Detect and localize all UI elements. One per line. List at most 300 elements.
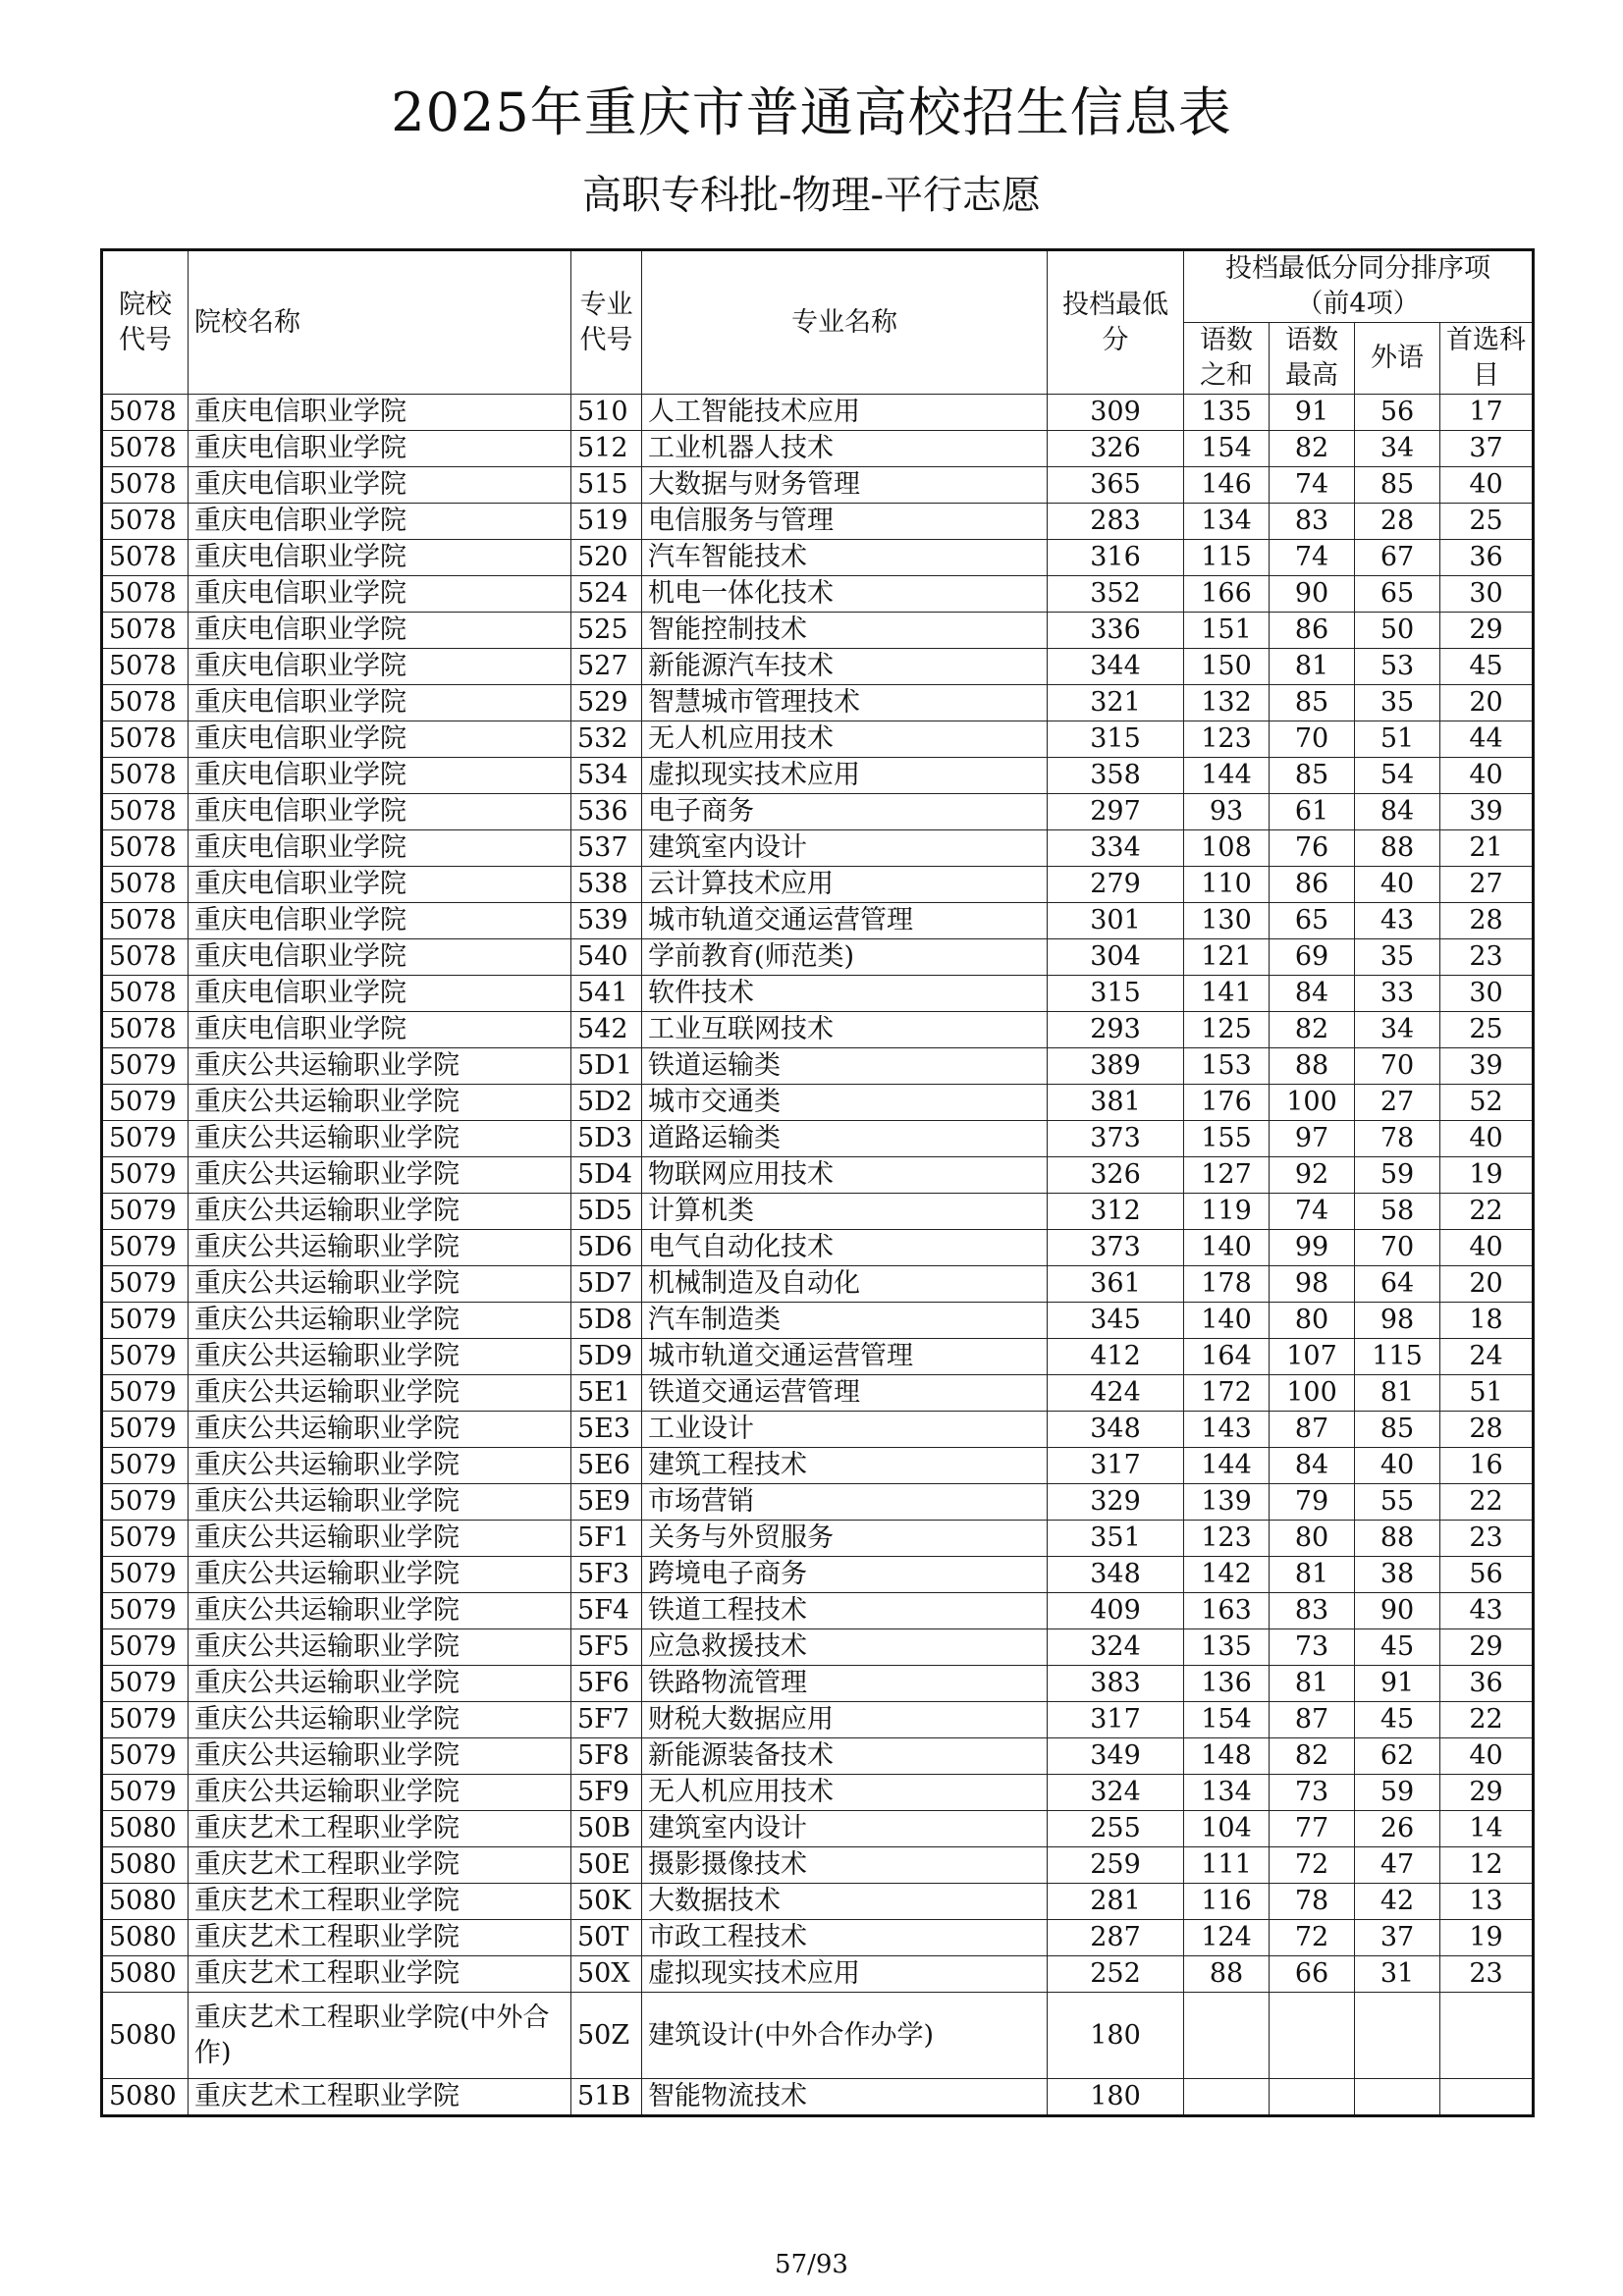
cell-foreign: 90 [1355, 1593, 1440, 1629]
cell-foreign: 35 [1355, 685, 1440, 721]
cell-school-code: 5078 [102, 794, 189, 830]
cell-school-code: 5079 [102, 1339, 189, 1375]
cell-school-code: 5079 [102, 1521, 189, 1557]
cell-major-code: 5D2 [571, 1085, 642, 1121]
cell-yushu-sum: 148 [1184, 1738, 1270, 1775]
cell-school-name: 重庆电信职业学院 [189, 758, 571, 794]
cell-major-code: 527 [571, 649, 642, 685]
cell-first-subject: 40 [1440, 1121, 1534, 1157]
cell-yushu-max: 70 [1270, 721, 1355, 758]
cell-school-code: 5078 [102, 613, 189, 649]
cell-yushu-max: 83 [1270, 504, 1355, 540]
cell-yushu-sum: 125 [1184, 1012, 1270, 1048]
cell-major-name: 智慧城市管理技术 [642, 685, 1048, 721]
cell-yushu-max: 97 [1270, 1121, 1355, 1157]
cell-first-subject: 25 [1440, 504, 1534, 540]
page-subtitle: 高职专科批-物理-平行志愿 [581, 173, 1042, 218]
cell-school-name: 重庆电信职业学院 [189, 685, 571, 721]
cell-school-name: 重庆公共运输职业学院 [189, 1775, 571, 1811]
cell-first-subject: 44 [1440, 721, 1534, 758]
cell-school-code: 5079 [102, 1629, 189, 1666]
cell-yushu-max: 100 [1270, 1085, 1355, 1121]
cell-foreign: 62 [1355, 1738, 1440, 1775]
table-row [102, 2079, 1534, 2116]
header-school-code: 院校代号 [102, 250, 189, 395]
cell-foreign: 50 [1355, 613, 1440, 649]
cell-major-name: 虚拟现实技术应用 [642, 758, 1048, 794]
cell-school-code: 5078 [102, 867, 189, 903]
cell-major-name: 计算机类 [642, 1194, 1048, 1230]
cell-major-code: 532 [571, 721, 642, 758]
cell-major-name: 建筑室内设计 [642, 1811, 1048, 1847]
cell-min-score: 297 [1048, 794, 1184, 830]
cell-major-code: 5D3 [571, 1121, 642, 1157]
cell-yushu-max: 73 [1270, 1775, 1355, 1811]
cell-school-name: 重庆电信职业学院 [189, 976, 571, 1012]
cell-yushu-max: 92 [1270, 1157, 1355, 1194]
cell-yushu-sum: 140 [1184, 1303, 1270, 1339]
cell-foreign: 31 [1355, 1956, 1440, 1993]
cell-major-code: 5F5 [571, 1629, 642, 1666]
cell-min-score: 349 [1048, 1738, 1184, 1775]
table-row [102, 685, 1534, 721]
cell-major-name: 人工智能技术应用 [642, 395, 1048, 431]
cell-min-score: 412 [1048, 1339, 1184, 1375]
cell-yushu-sum: 121 [1184, 939, 1270, 976]
cell-first-subject: 43 [1440, 1593, 1534, 1629]
cell-yushu-sum: 93 [1184, 794, 1270, 830]
cell-min-score: 373 [1048, 1230, 1184, 1266]
cell-school-code: 5079 [102, 1085, 189, 1121]
cell-yushu-sum: 154 [1184, 431, 1270, 467]
cell-min-score: 389 [1048, 1048, 1184, 1085]
cell-min-score: 315 [1048, 721, 1184, 758]
cell-school-name: 重庆电信职业学院 [189, 867, 571, 903]
cell-major-name: 工业机器人技术 [642, 431, 1048, 467]
table-row [102, 1593, 1534, 1629]
cell-yushu-max: 81 [1270, 649, 1355, 685]
cell-major-code: 5F9 [571, 1775, 642, 1811]
cell-min-score: 259 [1048, 1847, 1184, 1884]
cell-yushu-sum: 146 [1184, 467, 1270, 504]
table-row [102, 1194, 1534, 1230]
cell-min-score: 180 [1048, 2079, 1184, 2116]
cell-major-code: 540 [571, 939, 642, 976]
cell-school-name: 重庆电信职业学院 [189, 431, 571, 467]
cell-school-name: 重庆艺术工程职业学院 [189, 1847, 571, 1884]
table-row [102, 1230, 1534, 1266]
cell-school-code: 5078 [102, 649, 189, 685]
cell-major-code: 5E3 [571, 1412, 642, 1448]
cell-school-name: 重庆艺术工程职业学院 [189, 1920, 571, 1956]
cell-min-score: 345 [1048, 1303, 1184, 1339]
cell-foreign: 115 [1355, 1339, 1440, 1375]
cell-yushu-sum: 116 [1184, 1884, 1270, 1920]
cell-first-subject: 20 [1440, 1266, 1534, 1303]
cell-foreign: 81 [1355, 1375, 1440, 1412]
cell-yushu-max: 85 [1270, 685, 1355, 721]
cell-school-name: 重庆公共运输职业学院 [189, 1048, 571, 1085]
page-number: 57/93 [775, 2250, 848, 2279]
cell-yushu-max: 84 [1270, 1448, 1355, 1484]
cell-school-code: 5080 [102, 1884, 189, 1920]
table-row [102, 1993, 1534, 2079]
cell-major-name: 汽车制造类 [642, 1303, 1048, 1339]
cell-foreign: 33 [1355, 976, 1440, 1012]
cell-min-score: 252 [1048, 1956, 1184, 1993]
cell-major-name: 机械制造及自动化 [642, 1266, 1048, 1303]
cell-yushu-sum: 140 [1184, 1230, 1270, 1266]
cell-school-code: 5079 [102, 1702, 189, 1738]
cell-min-score: 344 [1048, 649, 1184, 685]
cell-yushu-max: 65 [1270, 903, 1355, 939]
cell-yushu-max: 84 [1270, 976, 1355, 1012]
table-row [102, 1738, 1534, 1775]
cell-min-score: 358 [1048, 758, 1184, 794]
cell-yushu-sum: 139 [1184, 1484, 1270, 1521]
cell-yushu-sum: 151 [1184, 613, 1270, 649]
cell-foreign: 51 [1355, 721, 1440, 758]
cell-min-score: 348 [1048, 1412, 1184, 1448]
table-row [102, 1048, 1534, 1085]
header-yushu-max: 语数最高 [1270, 323, 1355, 395]
cell-min-score: 309 [1048, 395, 1184, 431]
cell-school-name: 重庆电信职业学院 [189, 613, 571, 649]
cell-min-score: 315 [1048, 976, 1184, 1012]
cell-school-name: 重庆艺术工程职业学院 [189, 1811, 571, 1847]
cell-first-subject: 40 [1440, 467, 1534, 504]
cell-major-code: 5D6 [571, 1230, 642, 1266]
cell-yushu-sum [1184, 2079, 1270, 2116]
cell-foreign: 26 [1355, 1811, 1440, 1847]
cell-first-subject: 52 [1440, 1085, 1534, 1121]
cell-school-name: 重庆电信职业学院 [189, 395, 571, 431]
cell-foreign: 59 [1355, 1775, 1440, 1811]
cell-first-subject: 22 [1440, 1194, 1534, 1230]
cell-foreign: 78 [1355, 1121, 1440, 1157]
cell-major-code: 512 [571, 431, 642, 467]
cell-major-name: 新能源装备技术 [642, 1738, 1048, 1775]
cell-foreign: 70 [1355, 1048, 1440, 1085]
cell-foreign: 34 [1355, 431, 1440, 467]
table-row [102, 867, 1534, 903]
cell-yushu-max: 82 [1270, 1012, 1355, 1048]
cell-school-name: 重庆公共运输职业学院 [189, 1702, 571, 1738]
cell-major-name: 机电一体化技术 [642, 576, 1048, 613]
cell-yushu-sum: 119 [1184, 1194, 1270, 1230]
cell-foreign: 64 [1355, 1266, 1440, 1303]
cell-min-score: 334 [1048, 830, 1184, 867]
cell-major-code: 5F4 [571, 1593, 642, 1629]
cell-school-name: 重庆艺术工程职业学院 [189, 2079, 571, 2116]
cell-major-code: 51B [571, 2079, 642, 2116]
table-row [102, 903, 1534, 939]
cell-min-score: 255 [1048, 1811, 1184, 1847]
cell-yushu-max: 74 [1270, 1194, 1355, 1230]
table-row [102, 1303, 1534, 1339]
cell-yushu-sum: 134 [1184, 504, 1270, 540]
cell-yushu-max: 82 [1270, 1738, 1355, 1775]
table-row [102, 431, 1534, 467]
cell-school-code: 5080 [102, 1847, 189, 1884]
cell-min-score: 383 [1048, 1666, 1184, 1702]
table-row [102, 540, 1534, 576]
cell-yushu-sum: 164 [1184, 1339, 1270, 1375]
table-row [102, 1629, 1534, 1666]
cell-school-code: 5078 [102, 721, 189, 758]
table-row [102, 649, 1534, 685]
cell-min-score: 424 [1048, 1375, 1184, 1412]
cell-yushu-max: 61 [1270, 794, 1355, 830]
cell-major-name: 云计算技术应用 [642, 867, 1048, 903]
cell-school-code: 5080 [102, 1993, 189, 2079]
table-row [102, 504, 1534, 540]
cell-major-name: 工业互联网技术 [642, 1012, 1048, 1048]
cell-major-name: 无人机应用技术 [642, 1775, 1048, 1811]
cell-major-name: 汽车智能技术 [642, 540, 1048, 576]
cell-yushu-sum: 141 [1184, 976, 1270, 1012]
cell-major-name: 应急救援技术 [642, 1629, 1048, 1666]
table-body [102, 395, 1534, 2116]
cell-foreign: 59 [1355, 1157, 1440, 1194]
cell-foreign [1355, 2079, 1440, 2116]
cell-first-subject: 36 [1440, 1666, 1534, 1702]
cell-school-name: 重庆公共运输职业学院 [189, 1303, 571, 1339]
cell-min-score: 373 [1048, 1121, 1184, 1157]
table-row [102, 395, 1534, 431]
header-first-subject: 首选科目 [1440, 323, 1534, 395]
cell-foreign: 53 [1355, 649, 1440, 685]
cell-yushu-sum: 130 [1184, 903, 1270, 939]
cell-yushu-sum: 150 [1184, 649, 1270, 685]
cell-yushu-sum: 123 [1184, 721, 1270, 758]
table-row [102, 1339, 1534, 1375]
cell-school-code: 5078 [102, 976, 189, 1012]
cell-yushu-max: 81 [1270, 1666, 1355, 1702]
cell-min-score: 326 [1048, 431, 1184, 467]
cell-foreign: 38 [1355, 1557, 1440, 1593]
cell-major-code: 520 [571, 540, 642, 576]
cell-yushu-max: 87 [1270, 1702, 1355, 1738]
cell-yushu-sum: 127 [1184, 1157, 1270, 1194]
cell-major-name: 铁路物流管理 [642, 1666, 1048, 1702]
cell-school-name: 重庆公共运输职业学院 [189, 1448, 571, 1484]
cell-foreign: 45 [1355, 1702, 1440, 1738]
cell-major-code: 5D4 [571, 1157, 642, 1194]
cell-school-code: 5078 [102, 685, 189, 721]
cell-major-name: 市场营销 [642, 1484, 1048, 1521]
cell-first-subject: 19 [1440, 1920, 1534, 1956]
cell-foreign: 85 [1355, 467, 1440, 504]
cell-school-name: 重庆公共运输职业学院 [189, 1266, 571, 1303]
cell-yushu-max: 72 [1270, 1920, 1355, 1956]
cell-yushu-sum: 163 [1184, 1593, 1270, 1629]
cell-yushu-sum: 135 [1184, 1629, 1270, 1666]
cell-school-name: 重庆公共运输职业学院 [189, 1738, 571, 1775]
cell-school-code: 5079 [102, 1412, 189, 1448]
cell-school-name: 重庆公共运输职业学院 [189, 1085, 571, 1121]
cell-first-subject: 40 [1440, 758, 1534, 794]
cell-yushu-max: 80 [1270, 1303, 1355, 1339]
cell-yushu-sum [1184, 1993, 1270, 2079]
cell-yushu-max: 100 [1270, 1375, 1355, 1412]
cell-school-code: 5079 [102, 1775, 189, 1811]
cell-major-name: 智能控制技术 [642, 613, 1048, 649]
cell-yushu-sum: 132 [1184, 685, 1270, 721]
cell-major-name: 建筑工程技术 [642, 1448, 1048, 1484]
cell-yushu-sum: 154 [1184, 1702, 1270, 1738]
table-row [102, 613, 1534, 649]
cell-yushu-sum: 136 [1184, 1666, 1270, 1702]
cell-major-name: 电信服务与管理 [642, 504, 1048, 540]
cell-first-subject: 36 [1440, 540, 1534, 576]
cell-major-code: 5E1 [571, 1375, 642, 1412]
header-yushu-sum: 语数之和 [1184, 323, 1270, 395]
cell-min-score: 317 [1048, 1702, 1184, 1738]
cell-first-subject: 30 [1440, 976, 1534, 1012]
cell-school-code: 5078 [102, 467, 189, 504]
cell-foreign [1355, 1993, 1440, 2079]
cell-school-name: 重庆电信职业学院 [189, 794, 571, 830]
cell-foreign: 28 [1355, 504, 1440, 540]
cell-school-name: 重庆艺术工程职业学院 [189, 1956, 571, 1993]
cell-foreign: 56 [1355, 395, 1440, 431]
cell-major-code: 5F1 [571, 1521, 642, 1557]
cell-yushu-max: 80 [1270, 1521, 1355, 1557]
cell-school-name: 重庆公共运输职业学院 [189, 1230, 571, 1266]
cell-major-code: 541 [571, 976, 642, 1012]
cell-yushu-max: 86 [1270, 867, 1355, 903]
cell-school-code: 5079 [102, 1230, 189, 1266]
table-row [102, 1412, 1534, 1448]
cell-yushu-sum: 178 [1184, 1266, 1270, 1303]
cell-foreign: 40 [1355, 1448, 1440, 1484]
cell-foreign: 45 [1355, 1629, 1440, 1666]
table-row [102, 830, 1534, 867]
cell-first-subject: 56 [1440, 1557, 1534, 1593]
header-tie-group: 投档最低分同分排序项（前4项） [1184, 250, 1534, 323]
cell-school-code: 5078 [102, 830, 189, 867]
cell-min-score: 321 [1048, 685, 1184, 721]
header-major-name: 专业名称 [642, 250, 1048, 395]
cell-first-subject: 40 [1440, 1738, 1534, 1775]
cell-min-score: 326 [1048, 1157, 1184, 1194]
cell-major-code: 50B [571, 1811, 642, 1847]
cell-school-code: 5079 [102, 1266, 189, 1303]
cell-major-code: 5E9 [571, 1484, 642, 1521]
table-row [102, 758, 1534, 794]
cell-major-name: 城市轨道交通运营管理 [642, 903, 1048, 939]
cell-school-code: 5078 [102, 1012, 189, 1048]
cell-first-subject: 29 [1440, 1775, 1534, 1811]
admission-table [100, 248, 1535, 2117]
cell-major-code: 525 [571, 613, 642, 649]
cell-school-name: 重庆电信职业学院 [189, 649, 571, 685]
cell-major-name: 关务与外贸服务 [642, 1521, 1048, 1557]
cell-school-name: 重庆公共运输职业学院 [189, 1412, 571, 1448]
cell-first-subject: 14 [1440, 1811, 1534, 1847]
cell-min-score: 348 [1048, 1557, 1184, 1593]
cell-major-code: 50K [571, 1884, 642, 1920]
cell-major-name: 物联网应用技术 [642, 1157, 1048, 1194]
cell-yushu-sum: 144 [1184, 758, 1270, 794]
cell-major-code: 5D9 [571, 1339, 642, 1375]
cell-min-score: 279 [1048, 867, 1184, 903]
cell-first-subject: 22 [1440, 1702, 1534, 1738]
cell-foreign: 34 [1355, 1012, 1440, 1048]
table-row [102, 1775, 1534, 1811]
cell-school-name: 重庆艺术工程职业学院(中外合作) [189, 1993, 571, 2079]
cell-min-score: 316 [1048, 540, 1184, 576]
cell-major-code: 536 [571, 794, 642, 830]
table-row [102, 1884, 1534, 1920]
cell-foreign: 47 [1355, 1847, 1440, 1884]
cell-yushu-sum: 144 [1184, 1448, 1270, 1484]
cell-first-subject: 24 [1440, 1339, 1534, 1375]
cell-school-code: 5078 [102, 395, 189, 431]
cell-yushu-max: 98 [1270, 1266, 1355, 1303]
cell-first-subject: 13 [1440, 1884, 1534, 1920]
cell-major-code: 5D8 [571, 1303, 642, 1339]
cell-school-name: 重庆公共运输职业学院 [189, 1666, 571, 1702]
cell-major-code: 5F7 [571, 1702, 642, 1738]
cell-school-code: 5079 [102, 1048, 189, 1085]
cell-school-code: 5080 [102, 2079, 189, 2116]
cell-school-name: 重庆电信职业学院 [189, 576, 571, 613]
cell-school-name: 重庆电信职业学院 [189, 504, 571, 540]
cell-major-name: 铁道运输类 [642, 1048, 1048, 1085]
cell-first-subject: 29 [1440, 1629, 1534, 1666]
cell-yushu-max: 107 [1270, 1339, 1355, 1375]
cell-major-code: 524 [571, 576, 642, 613]
cell-school-code: 5079 [102, 1557, 189, 1593]
cell-major-code: 50E [571, 1847, 642, 1884]
cell-school-code: 5078 [102, 504, 189, 540]
cell-major-name: 工业设计 [642, 1412, 1048, 1448]
cell-major-name: 建筑设计(中外合作办学) [642, 1993, 1048, 2079]
cell-school-name: 重庆公共运输职业学院 [189, 1194, 571, 1230]
cell-foreign: 35 [1355, 939, 1440, 976]
cell-school-code: 5078 [102, 939, 189, 976]
cell-min-score: 381 [1048, 1085, 1184, 1121]
cell-school-name: 重庆公共运输职业学院 [189, 1557, 571, 1593]
cell-school-name: 重庆电信职业学院 [189, 939, 571, 976]
cell-first-subject: 29 [1440, 613, 1534, 649]
cell-major-name: 财税大数据应用 [642, 1702, 1048, 1738]
cell-major-code: 5D7 [571, 1266, 642, 1303]
cell-school-code: 5079 [102, 1375, 189, 1412]
cell-school-name: 重庆电信职业学院 [189, 830, 571, 867]
table-row [102, 1012, 1534, 1048]
cell-school-name: 重庆公共运输职业学院 [189, 1121, 571, 1157]
cell-min-score: 283 [1048, 504, 1184, 540]
cell-major-name: 智能物流技术 [642, 2079, 1048, 2116]
cell-foreign: 70 [1355, 1230, 1440, 1266]
cell-school-code: 5079 [102, 1194, 189, 1230]
cell-yushu-sum: 108 [1184, 830, 1270, 867]
cell-school-code: 5079 [102, 1121, 189, 1157]
cell-major-code: 5D5 [571, 1194, 642, 1230]
cell-yushu-max: 99 [1270, 1230, 1355, 1266]
cell-foreign: 40 [1355, 867, 1440, 903]
cell-major-name: 无人机应用技术 [642, 721, 1048, 758]
table-row [102, 576, 1534, 613]
cell-first-subject: 51 [1440, 1375, 1534, 1412]
cell-first-subject [1440, 2079, 1534, 2116]
cell-school-name: 重庆电信职业学院 [189, 540, 571, 576]
cell-yushu-max: 90 [1270, 576, 1355, 613]
cell-school-code: 5078 [102, 758, 189, 794]
